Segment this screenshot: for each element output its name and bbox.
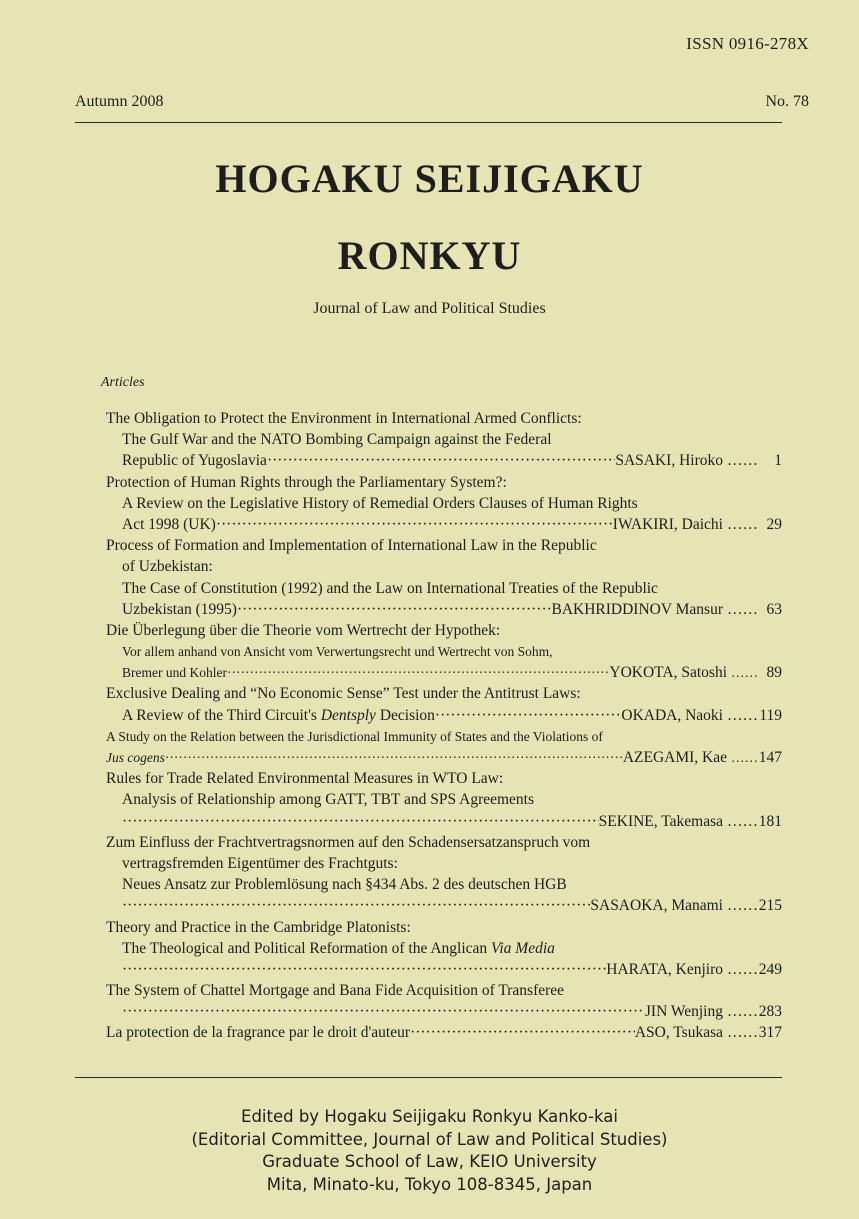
toc-entry[interactable]	[106, 535, 782, 620]
article-subtitle: Analysis of Relationship among GATT, TBT and SPS Agreements	[122, 791, 535, 809]
leader-dots	[267, 450, 615, 471]
top-divider	[75, 122, 782, 123]
journal-title-line2: RONKYU	[337, 233, 522, 278]
article-title: The Obligation to Protect the Environment in International Armed Conflicts:	[106, 410, 582, 427]
leader-dots	[227, 662, 609, 683]
article-author: SASAOKA, Manami	[590, 897, 723, 915]
page-number: 89	[766, 664, 782, 682]
page-number: 119	[759, 706, 782, 724]
article-author: YOKOTA, Satoshi	[609, 664, 727, 682]
editor-line: Edited by Hogaku Seijigaku Ronkyu Kanko-kai	[241, 1107, 618, 1126]
article-title: Rules for Trade Related Environmental Measures in WTO Law:	[106, 770, 504, 788]
article-subtitle: Republic of Yugoslavia	[122, 452, 267, 470]
table-of-contents	[106, 408, 782, 1044]
toc-entry[interactable]	[106, 408, 782, 472]
leader-dots: ……	[727, 1003, 758, 1021]
journal-subtitle: Journal of Law and Political Studies	[313, 300, 546, 317]
journal-title-line1: HOGAKU SEIJIGAKU	[215, 156, 644, 201]
article-subtitle	[106, 938, 782, 959]
page-number: 317	[758, 1024, 782, 1042]
page-number: 29	[766, 515, 782, 533]
article-subtitle: The Gulf War and the NATO Bombing Campaign against the Federal	[122, 431, 552, 449]
article-title: Exclusive Dealing and “No Economic Sense” Test under the Antitrust Laws:	[106, 685, 581, 703]
article-subtitle-emphasis: Via Media	[491, 939, 555, 957]
page-number: 181	[758, 812, 782, 830]
article-author: IWAKIRI, Daichi	[612, 515, 723, 533]
leader-dots	[410, 1022, 635, 1043]
article-title-continued: Jus cogens	[106, 750, 165, 765]
article-author: BAKHRIDDINOV Mansur	[551, 600, 723, 618]
toc-entry[interactable]	[106, 683, 782, 725]
article-title: Die Überlegung über die Theorie vom Wertrecht der Hypothek:	[106, 621, 501, 639]
leader-dots	[122, 895, 590, 916]
article-title: The System of Chattel Mortgage and Bana Fide Acquisition of Transferee	[106, 982, 565, 1000]
article-title: Theory and Practice in the Cambridge Platonists:	[106, 918, 411, 936]
leader-dots: ……	[727, 452, 758, 470]
toc-entry[interactable]	[106, 832, 782, 917]
article-author: JIN Wenjing	[644, 1003, 723, 1021]
bottom-divider	[75, 1077, 782, 1078]
toc-entry[interactable]	[106, 472, 782, 536]
article-author: SEKINE, Takemasa	[598, 812, 723, 830]
article-subtitle: Vor allem anhand von Ansicht vom Verwertungsrecht und Wertrecht von Sohm,	[122, 644, 553, 660]
article-subtitle: Bremer und Kohler	[122, 665, 227, 681]
publisher-info	[0, 1106, 859, 1196]
issue-number: No. 78	[765, 93, 809, 110]
article-author: OKADA, Naoki	[621, 706, 723, 724]
leader-dots: ……	[727, 706, 758, 724]
issue-season: Autumn 2008	[75, 93, 164, 110]
leader-dots: ……	[727, 1024, 758, 1042]
toc-entry[interactable]	[106, 980, 782, 1022]
article-subtitle	[122, 705, 435, 726]
leader-dots: ……	[727, 960, 758, 978]
school-line: Graduate School of Law, KEIO University	[262, 1152, 597, 1171]
article-title: Process of Formation and Implementation of International Law in the Republic	[106, 537, 597, 555]
article-author: AZEGAMI, Kae	[622, 749, 727, 766]
toc-entry[interactable]	[106, 768, 782, 832]
leader-dots: ……	[731, 750, 758, 765]
article-title: A Study on the Relation between the Jurisdictional Immunity of States and the Violations of	[106, 728, 603, 744]
page-number: 215	[758, 897, 782, 915]
leader-dots	[122, 811, 599, 832]
page-number: 283	[758, 1003, 782, 1021]
leader-dots: ……	[727, 600, 758, 618]
article-author: HARATA, Kenjiro	[606, 960, 723, 978]
article-title: La protection de la fragrance par le droit d'auteur	[106, 1024, 411, 1042]
issn-number: ISSN 0916-278X	[686, 34, 809, 53]
article-subtitle: A Review on the Legislative History of Remedial Orders Clauses of Human Rights	[122, 494, 638, 512]
leader-dots	[435, 705, 621, 726]
toc-entry[interactable]	[106, 1022, 782, 1043]
article-subtitle: Neues Ansatz zur Problemlösung nach §434 Abs. 2 des deutschen HGB	[122, 876, 567, 894]
article-title: Protection of Human Rights through the Parliamentary System?:	[106, 473, 507, 491]
toc-entry[interactable]	[106, 620, 782, 684]
page-number: 147	[758, 749, 782, 766]
leader-dots: ……	[727, 812, 758, 830]
page-number: 1	[774, 452, 782, 470]
article-author: ASO, Tsukasa	[634, 1024, 723, 1042]
committee-line: (Editorial Committee, Journal of Law and Political Studies)	[191, 1129, 668, 1149]
article-subtitle-text: Decision	[375, 706, 435, 724]
leader-dots	[122, 959, 606, 980]
article-subtitle-text: The Theological and Political Reformation of the Anglican	[122, 939, 492, 957]
article-subtitle: Act 1998 (UK)	[122, 515, 216, 533]
leader-dots	[216, 514, 613, 535]
article-subtitle: The Case of Constitution (1992) and the Law on International Treaties of the Republic	[122, 579, 658, 597]
leader-dots	[122, 1001, 645, 1022]
leader-dots	[237, 599, 552, 620]
leader-dots	[165, 747, 623, 768]
article-author: SASAKI, Hiroko	[615, 452, 723, 470]
leader-dots: ……	[727, 897, 758, 915]
leader-dots: ……	[727, 515, 758, 533]
article-title-continued: of Uzbekistan:	[122, 558, 213, 576]
leader-dots: ……	[731, 665, 758, 681]
address-line: Mita, Minato-ku, Tokyo 108-8345, Japan	[266, 1174, 593, 1194]
page-number: 249	[758, 960, 782, 978]
page-number: 63	[766, 600, 782, 618]
case-name: Dentsply	[320, 706, 376, 724]
article-subtitle: Uzbekistan (1995)	[122, 600, 237, 618]
toc-entry[interactable]	[106, 726, 782, 768]
article-subtitle-text: A Review of the Third Circuit's	[122, 706, 321, 724]
article-title-continued: vertragsfremden Eigentümer des Frachtguts:	[122, 854, 398, 872]
section-label: Articles	[101, 375, 145, 390]
article-title: Zum Einfluss der Frachtvertragsnormen auf den Schadensersatzanspruch vom	[106, 833, 591, 851]
toc-entry[interactable]	[106, 917, 782, 981]
